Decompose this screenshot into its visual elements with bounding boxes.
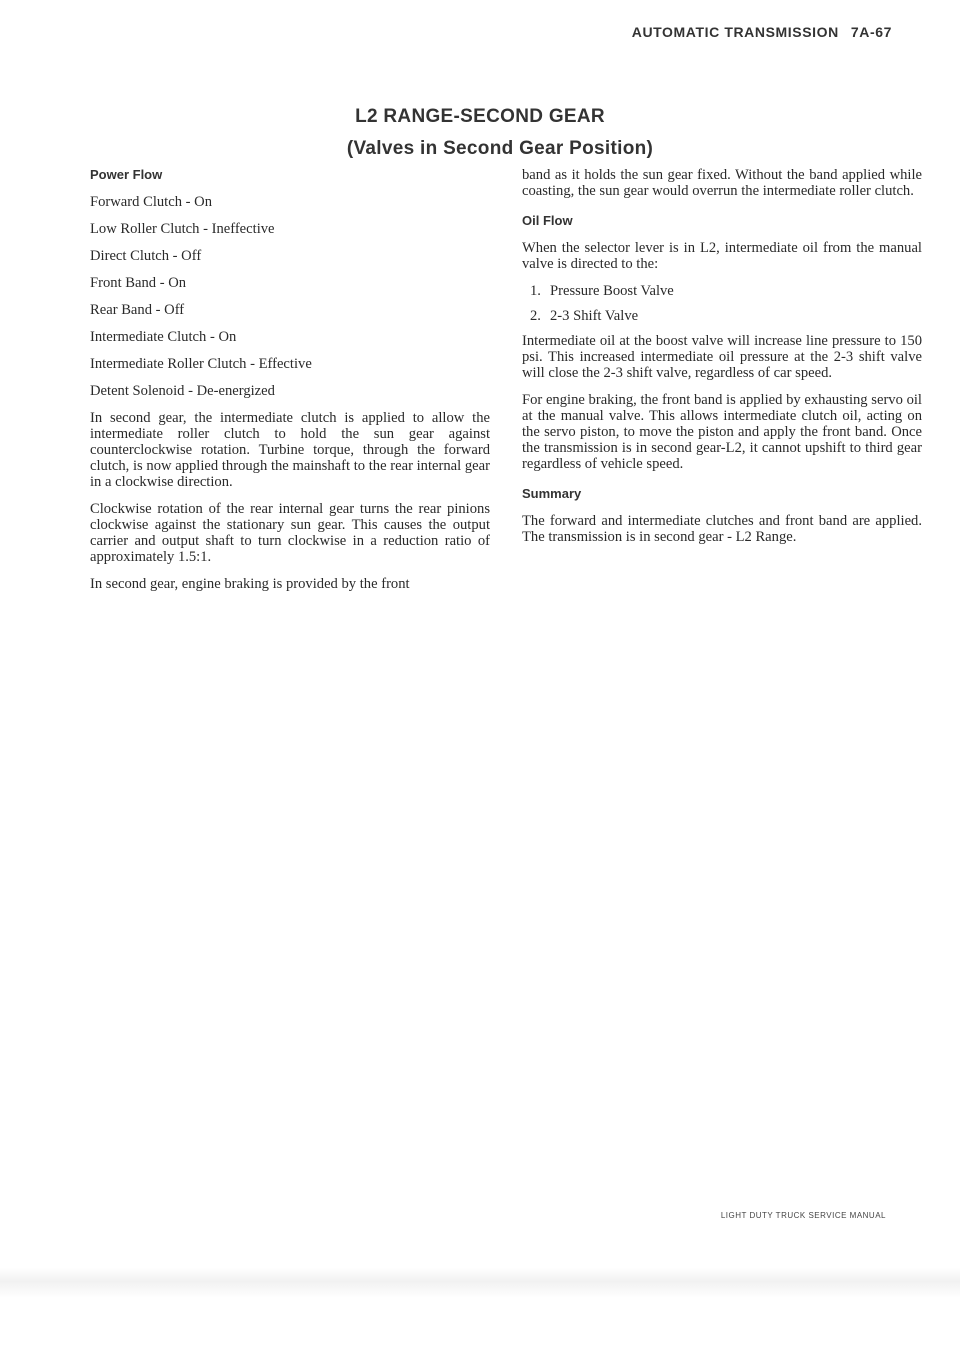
list-item: Forward Clutch - On [90,194,213,210]
power-flow-heading: Power Flow [90,167,163,182]
list-text: 2-3 Shift Valve [550,308,639,324]
paragraph: Intermediate oil at the boost valve will increase line pressure to 150 psi. This increased intermediate oil pressure at the 2-3 shift valve will close the 2-3 shift valve, regardless of car speed. [522,333,922,381]
left-column [90,167,490,603]
summary-heading: Summary [522,486,582,501]
paragraph: In second gear, the intermediate clutch is applied to allow the intermediate roller clutch to hold the sun gear against counterclockwise rotation. Turbine torque, through the forward clutch, is now applied through the mainshaft to the rear internal gear in a clockwise direction. [90,410,490,490]
header-section: AUTOMATIC TRANSMISSION [631,24,839,40]
oil-flow-heading: Oil Flow [522,213,573,228]
list-item: Rear Band - Off [90,302,185,318]
power-flow-list [90,194,490,399]
paragraph: In second gear, engine braking is provided by the front [90,576,410,592]
running-footer: LIGHT DUTY TRUCK SERVICE MANUAL [720,1211,886,1220]
list-item: Low Roller Clutch - Ineffective [90,221,275,237]
right-column [522,167,922,556]
paragraph: band as it holds the sun gear fixed. Without the band applied while coasting, the sun gear would overrun the intermediate roller clutch. [522,167,922,199]
scan-shadow [0,1268,960,1298]
page-subtitle: (Valves in Second Gear Position) [346,138,654,159]
list-item [522,283,922,299]
list-item: Intermediate Roller Clutch - Effective [90,356,312,372]
list-item [522,308,922,324]
page-title: L2 RANGE-SECOND GEAR [355,106,605,127]
list-number: 2. [530,308,541,324]
page-number: 7A-67 [850,24,892,40]
list-item: Front Band - On [90,275,187,291]
paragraph: Clockwise rotation of the rear internal gear turns the rear pinions clockwise against the stationary sun gear. This causes the output carrier and output shaft to turn clockwise in a reduction ratio of approximately 1.5:1. [90,501,490,565]
paragraph: The forward and intermediate clutches and front band are applied. The transmission is in second gear - L2 Range. [522,513,922,545]
list-number: 1. [530,283,541,299]
paragraph: For engine braking, the front band is applied by exhausting servo oil at the manual valve. This allows intermediate clutch oil, acting on the servo piston, to move the piston and apply the front band. Once the transmission is in second gear-L2, it cannot upshift to third gear regardless of vehicle speed. [522,392,922,472]
list-item: Direct Clutch - Off [90,248,202,264]
list-text: Pressure Boost Valve [550,283,674,299]
running-header [632,24,892,40]
list-item: Intermediate Clutch - On [90,329,237,345]
paragraph: When the selector lever is in L2, intermediate oil from the manual valve is directed to the: [522,240,922,272]
list-item: Detent Solenoid - De-energized [90,383,275,399]
